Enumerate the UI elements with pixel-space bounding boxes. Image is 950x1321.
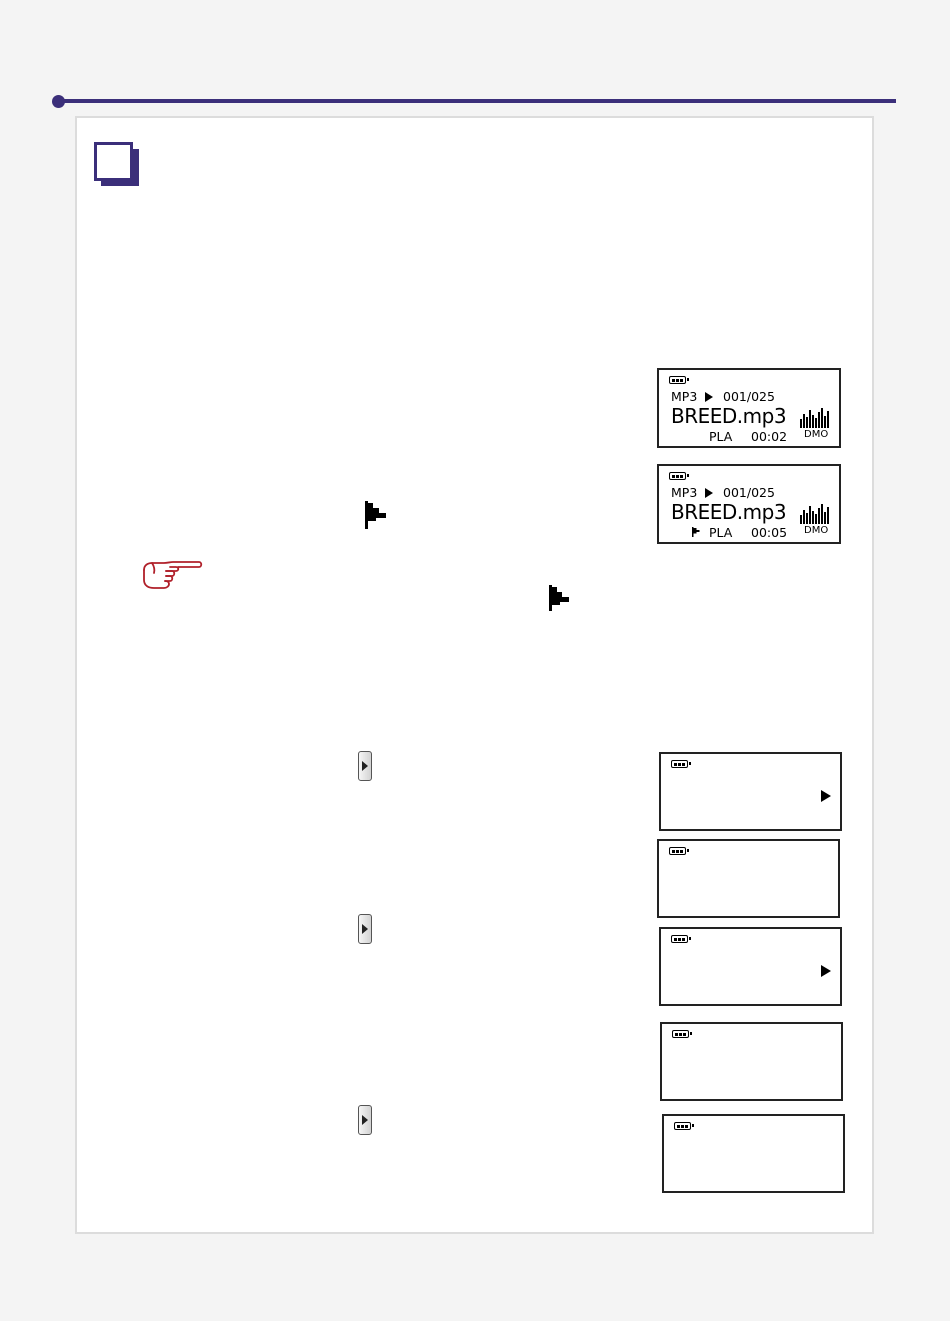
song-title: BREED.mp3 xyxy=(671,404,787,428)
menu-screen-1 xyxy=(659,752,842,831)
equalizer-icon xyxy=(800,502,830,524)
eq-mode-label: DMO xyxy=(804,429,829,440)
battery-icon xyxy=(672,1030,689,1038)
flag-icon xyxy=(364,501,388,529)
mode-label: MP3 xyxy=(671,485,698,500)
play-next-button-icon xyxy=(358,1105,372,1135)
elapsed-time: 00:05 xyxy=(751,525,788,540)
elapsed-time: 00:02 xyxy=(751,429,788,444)
track-counter: 001/025 xyxy=(723,485,775,500)
playback-screen-1 xyxy=(657,368,841,448)
battery-icon xyxy=(671,935,688,943)
menu-screen-3 xyxy=(659,927,842,1006)
play-next-button-icon xyxy=(358,914,372,944)
battery-icon xyxy=(669,376,686,384)
selection-arrow-icon xyxy=(821,790,831,802)
battery-icon xyxy=(674,1122,691,1130)
battery-icon xyxy=(671,760,688,768)
mode-label: MP3 xyxy=(671,389,698,404)
status-label: PLA xyxy=(709,429,733,444)
flag-icon xyxy=(548,585,572,611)
pointing-hand-icon xyxy=(140,556,204,592)
song-title: BREED.mp3 xyxy=(671,500,787,524)
play-icon xyxy=(705,392,713,402)
playback-screen-2 xyxy=(657,464,841,544)
play-next-button-icon xyxy=(358,751,372,781)
section-icon-face xyxy=(94,142,133,181)
checkbox-square-icon xyxy=(94,142,142,188)
status-label: PLA xyxy=(709,525,733,540)
battery-icon xyxy=(669,847,686,855)
menu-screen-2 xyxy=(657,839,840,918)
flag-marker-icon xyxy=(692,527,701,537)
track-counter: 001/025 xyxy=(723,389,775,404)
menu-screen-4 xyxy=(660,1022,843,1101)
eq-mode-label: DMO xyxy=(804,525,829,536)
battery-icon xyxy=(669,472,686,480)
selection-arrow-icon xyxy=(821,965,831,977)
header-rule xyxy=(58,99,896,103)
menu-screen-5 xyxy=(662,1114,845,1193)
play-icon xyxy=(705,488,713,498)
equalizer-icon xyxy=(800,406,830,428)
